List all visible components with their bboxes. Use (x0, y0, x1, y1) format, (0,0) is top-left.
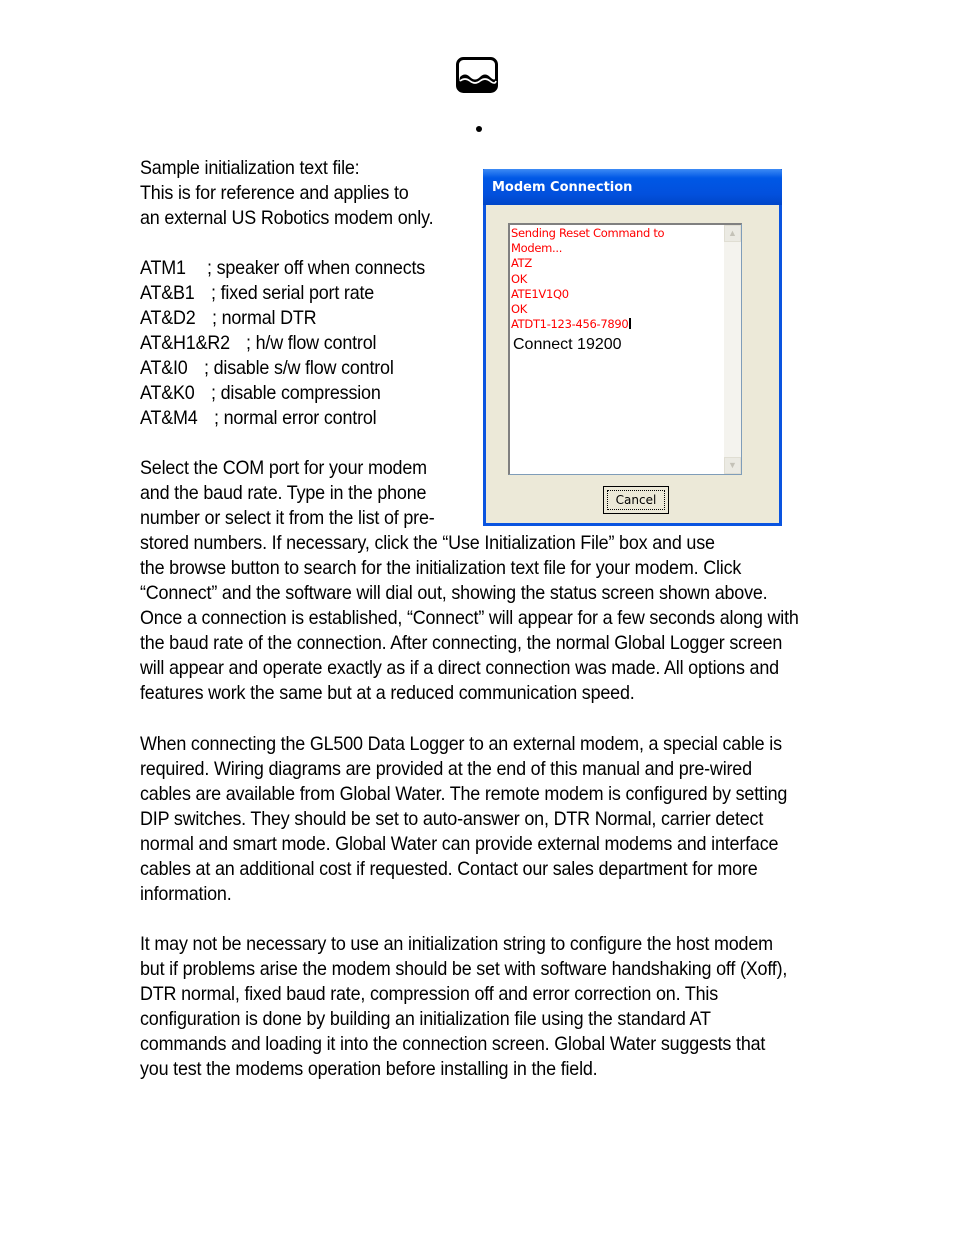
paragraph-line: number or select it from the list of pre- (140, 507, 435, 529)
command-name: AT&H1&R2 (140, 332, 230, 354)
paragraph-line: When connecting the GL500 Data Logger to an external modem, a special cable is (140, 733, 782, 755)
paragraph-line: will appear and operate exactly as if a direct connection was made. All options and (140, 657, 779, 679)
paragraph-line: “Connect” and the software will dial out, showing the status screen shown above. (140, 582, 768, 604)
intro-line: This is for reference and applies to (140, 182, 409, 204)
paragraph-line: DIP switches. They should be set to auto-answer on, DTR Normal, carrier detect (140, 808, 764, 830)
paragraph-line: normal and smart mode. Global Water can provide external modems and interface (140, 833, 779, 855)
text-caret (629, 318, 631, 329)
paragraph-line: but if problems arise the modem should be set with software handshaking off (Xoff), (140, 958, 788, 980)
scroll-down-icon[interactable]: ▼ (724, 457, 741, 474)
status-line: ATDT1-123-456-7890 (511, 317, 629, 332)
paragraph-line: configuration is done by building an initialization file using the standard AT (140, 1008, 711, 1030)
water-wave-logo-icon (456, 57, 498, 93)
cancel-button-label: Cancel (607, 490, 665, 510)
command-desc: ; normal error control (214, 407, 377, 429)
status-line-dial (511, 317, 664, 332)
paragraph-line: you test the modems operation before installing in the field. (140, 1058, 598, 1080)
vertical-scrollbar[interactable] (724, 225, 741, 474)
intro-line: Sample initialization text file: (140, 157, 360, 179)
paragraph-line: Select the COM port for your modem (140, 457, 427, 479)
intro-line: an external US Robotics modem only. (140, 207, 434, 229)
command-name: AT&K0 (140, 382, 195, 404)
paragraph-line: and the baud rate. Type in the phone (140, 482, 427, 504)
dialog-title: Modem Connection (483, 169, 782, 205)
paragraph-line: required. Wiring diagrams are provided at the end of this manual and pre-wired (140, 758, 752, 780)
paragraph-init-string (140, 932, 787, 1082)
status-line: ATE1V1Q0 (511, 286, 569, 301)
paragraph-line: the baud rate of the connection. After connecting, the normal Global Logger screen (140, 632, 783, 654)
command-desc: ; disable compression (211, 382, 381, 404)
status-line: OK (511, 271, 527, 286)
status-line: ATZ (511, 256, 532, 271)
paragraph-line: information. (140, 883, 232, 905)
command-name: AT&D2 (140, 307, 196, 329)
connect-status: Connect 19200 (513, 336, 622, 354)
command-desc: ; h/w flow control (246, 332, 377, 354)
paragraph-line: Once a connection is established, “Connect” will appear for a few seconds along with (140, 607, 799, 629)
command-desc: ; disable s/w flow control (204, 357, 394, 379)
command-desc: ; fixed serial port rate (211, 282, 375, 304)
command-desc: ; normal DTR (212, 307, 317, 329)
paragraph-line: cables at an additional cost if requested. Contact our sales department for more (140, 858, 758, 880)
scroll-up-icon[interactable]: ▲ (724, 225, 741, 242)
modem-connection-dialog (483, 169, 782, 526)
paragraph-line: cables are available from Global Water. The remote modem is configured by setting (140, 783, 788, 805)
command-name: AT&I0 (140, 357, 188, 379)
status-line: OK (511, 302, 527, 317)
paragraph-line: It may not be necessary to use an initialization string to configure the host modem (140, 933, 773, 955)
paragraph-line: commands and loading it into the connection screen. Global Water suggests that (140, 1033, 766, 1055)
cancel-button[interactable] (603, 486, 669, 514)
paragraph-line: the browse button to search for the initialization text file for your modem. Click (140, 557, 742, 579)
paragraph-cable (140, 732, 787, 907)
command-name: AT&B1 (140, 282, 195, 304)
bullet-marker (476, 126, 482, 132)
status-line: Modem... (511, 241, 563, 256)
paragraph-line: stored numbers. If necessary, click the “Use Initialization File” box and use (140, 532, 715, 554)
command-name: ATM1 (140, 257, 186, 279)
paragraph-line: features work the same but at a reduced communication speed. (140, 682, 635, 704)
paragraph-line: DTR normal, fixed baud rate, compression off and error correction on. This (140, 983, 719, 1005)
status-line: Sending Reset Command to (511, 226, 665, 240)
status-listbox[interactable] (508, 223, 742, 475)
intro-block (140, 156, 433, 231)
status-log (511, 226, 664, 355)
command-desc: ; speaker off when connects (207, 257, 426, 279)
command-name: AT&M4 (140, 407, 198, 429)
